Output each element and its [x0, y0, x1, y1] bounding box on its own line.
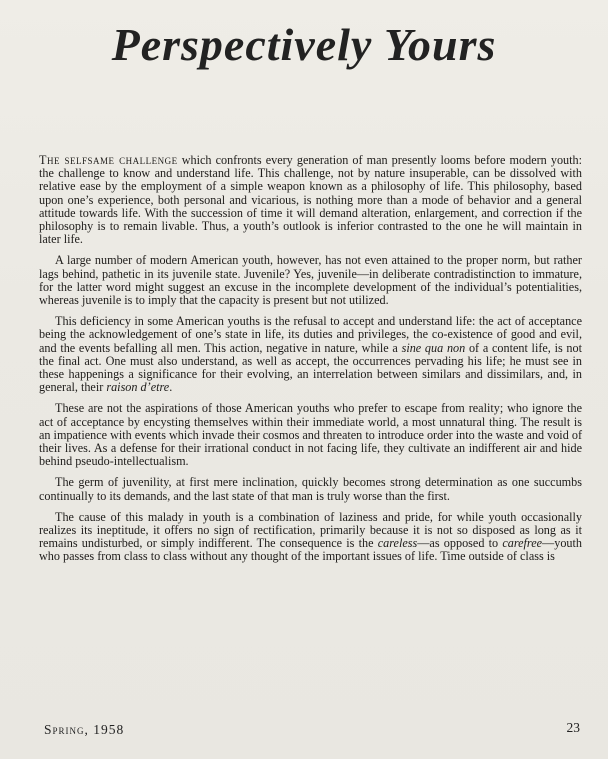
page-title: Perspectively Yours	[111, 19, 497, 70]
paragraph-6	[39, 511, 582, 564]
paragraph-3-part2: of a content life, is not the final act. One must also understand, as well as accept, the occurrences pervading his life; he must see in these happenings a significance for their evolving, an interrelation between similars and dissimilars, and, in general, their	[39, 340, 582, 395]
paragraph-3-part1: This deficiency in some American youths is the refusal to accept and understand life: the act of acceptance being the acknowledgement of one’s state in life, its duties and privileges, the co-existence of good and evil, and the events befalling all men. This action, negative in nature, while a	[39, 314, 582, 355]
paragraph-1-text: which confronts every generation of man presently looms before modern youth: the challenge to know and understand life. This challenge, not by nature insuperable, can be dissolved with relative ease by the employment of a simple weapon known as a philosophy of life. This philosophy, based upon one’s experience, both personal and vicarious, is nothing more than a mode of behavior and a general attitude towards life. With the succession of time it will demand alteration, enlargement, and correction if the philosophy is to remain livable. Thus, a youth’s outlook is inferior contrasted to the one he will maintain in later life.	[39, 153, 582, 247]
paragraph-3-italic1: sine qua non	[401, 340, 466, 355]
paragraph-6-part3: —youth who passes from class to class without any thought of the important issues of life. Time outside of class is	[39, 536, 582, 564]
paragraph-1	[39, 154, 582, 246]
paragraph-3	[39, 315, 582, 394]
lead-in-small-caps: The selfsame challenge	[39, 153, 178, 167]
paragraph-6-italic1: careless	[377, 536, 418, 551]
paragraph-6-part2: —as opposed to	[417, 536, 503, 551]
paragraph-3-part3: .	[169, 380, 173, 395]
article-body	[39, 154, 582, 572]
issue-date: Spring, 1958	[44, 722, 125, 737]
page-number: 23	[566, 720, 580, 735]
paragraph-3-italic2: raison d’etre	[106, 380, 170, 395]
paragraph-2: A large number of modern American youth, however, has not even attained to the proper norm, but rather lags behind, pathetic in its juvenile state. Juvenile? Yes, juvenile—in deliberate contradistinction to immature, for the latter word might suggest an excuse in the incomplete development of the individual’s potentialities, whereas juvenile is to imply that the capacity is present but not utilized.	[39, 253, 582, 308]
paragraph-4: These are not the aspirations of those American youths who prefer to escape from reality; who ignore the act of acceptance by encysting themselves within their immediate world, a most unnatural thing. The result is an impatience with events which invade their cosmos and threaten to introduce order into the waste and void of their lives. As a defense for their irrational conduct in not facing life, they cultivate an indifferent air and hide behind pseudo-intellectualism.	[39, 401, 582, 469]
paragraph-6-italic2: carefree	[502, 536, 543, 551]
paragraph-6-part1: The cause of this malady in youth is a combination of laziness and pride, for while youth occasionally realizes its ineptitude, it offers no sign of rectification, primarily because it is not so disposed as long as it remains undisturbed, or simply indifferent. The consequence is the	[39, 509, 582, 551]
paragraph-5: The germ of juvenility, at first mere inclination, quickly becomes strong determination as one succumbs continually to its demands, and the last state of that man is truly worse than the first.	[39, 475, 582, 503]
